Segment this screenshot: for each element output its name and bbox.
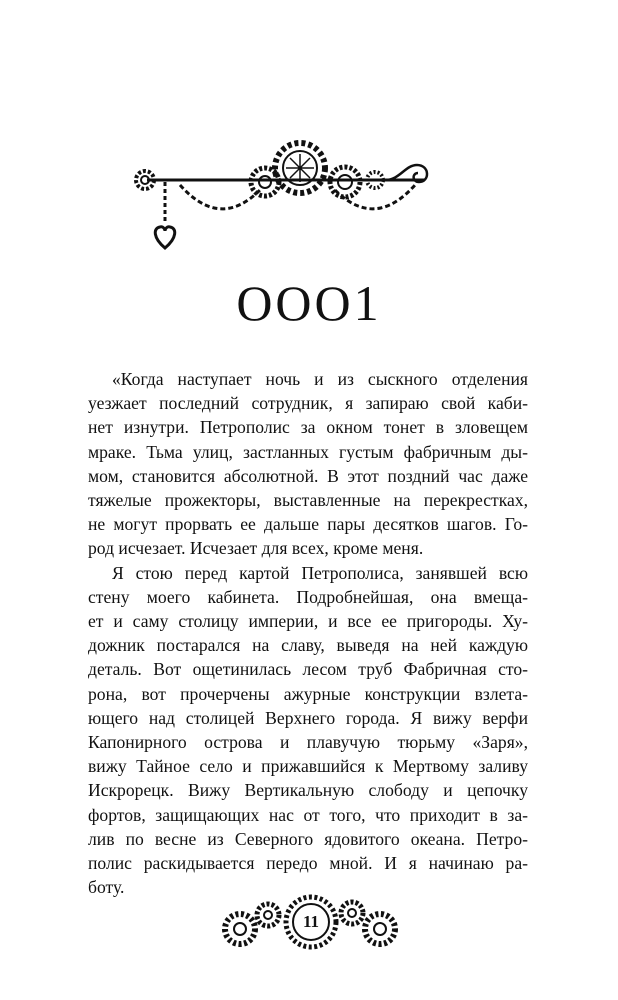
text-line: дожник постарался на славу, выведя на ней каждую [88,635,528,656]
text-line: Я стою перед картой Петрополиса, занявшей всю [112,562,528,583]
text-line: деталь. Вот ощетинилась лесом труб Фабричная сто- [88,659,528,680]
page-footer [220,893,400,953]
text-line: «Когда наступает ночь и из сыскного отделения [112,369,528,389]
text-line: уезжает последний сотрудник, я запираю свой каби- [88,393,528,414]
chapter-title: OOO1 [236,275,382,331]
text-line: ющего над столицей Верхнего города. Я вижу верфи [88,707,528,728]
text-line: лив по весне из Северного ядовитого океана. Петро- [88,828,528,849]
text-line: мраке. Тьма улиц, застланных густым фабричным ды- [88,441,528,462]
text-line: боту. [88,877,125,898]
text-line: полис раскидывается передо мной. И я начинаю ра- [88,853,528,874]
text-line: стену моего кабинета. Подробнейшая, она вмеща- [88,586,528,607]
paragraph-2 [88,561,528,900]
text-line: ет и саму столицу империи, и все ее пригороды. Ху- [88,611,528,632]
text-line: Капонирного острова и плавучую тюрьму «Заря», [88,732,528,753]
text-line: нет изнутри. Петрополис за окном тонет в зловещем [88,417,528,438]
text-line: рона, вот прочерчены ажурные конструкции взлета- [88,683,528,704]
text-line: тяжелые прожекторы, выставленные на перекрестках, [88,490,528,511]
gear-chain-ornament [125,140,455,260]
text-line: не могут прорвать ее дальше пары десятков шагов. Го- [88,514,528,535]
text-line: род исчезает. Исчезает для всех, кроме меня. [88,538,424,559]
page-number: 11 [292,903,330,941]
paragraph-1 [88,367,528,561]
body-text [88,367,528,899]
text-line: мом, становится абсолютной. В этот поздний час даже [88,465,528,486]
text-line: фортов, защищающих нас от того, что приходит в за- [88,804,528,825]
text-line: вижу Тайное село и прижавшийся к Мертвому заливу [88,756,528,777]
text-line: Искрорецк. Вижу Вертикальную слободу и цепочку [88,780,528,801]
